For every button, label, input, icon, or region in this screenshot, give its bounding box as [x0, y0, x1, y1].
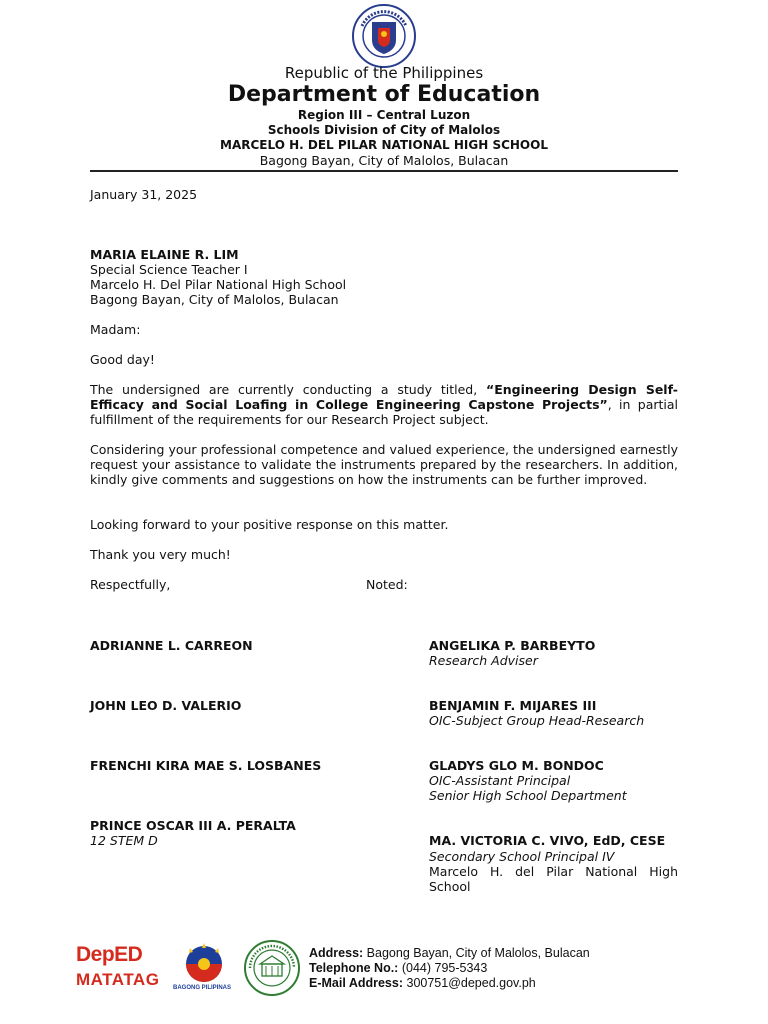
paragraph-2: Considering your professional competence and valued experience, the undersigned earnestly request your assistance to validate the instruments prepared by the researchers. In addition, kindly give comments and suggestions on how the instruments can be further improved. — [90, 442, 678, 487]
footer-email-value: 300751@deped.gov.ph — [406, 976, 536, 990]
signatory-asst-principal: GLADYS GLO M. BONDOC — [429, 758, 604, 773]
bagong-pilipinas-logo — [174, 942, 234, 1000]
letter-date: January 31, 2025 — [90, 187, 198, 202]
noted-label: Noted: — [366, 577, 408, 592]
group-head-role: OIC-Subject Group Head-Research — [429, 713, 645, 728]
deped-seal — [352, 4, 416, 68]
footer-address-label: Address: — [309, 946, 364, 960]
signatory-researcher-1: ADRIANNE L. CARREON — [90, 638, 253, 653]
recipient-name: MARIA ELAINE R. LIM — [90, 247, 239, 262]
thanks-line: Thank you very much! — [90, 547, 231, 562]
principal-role: Secondary School Principal IV — [429, 849, 615, 864]
recipient-title: Special Science Teacher I — [90, 262, 248, 277]
division-line: Schools Division of City of Malolos — [267, 123, 501, 137]
principal-school: Marcelo H. del Pilar National High School — [429, 864, 678, 894]
footer-email-label: E-Mail Address: — [309, 976, 404, 990]
footer-address-value: Bagong Bayan, City of Malolos, Bulacan — [366, 946, 590, 960]
recipient-school: Marcelo H. Del Pilar National High School — [90, 277, 347, 292]
paragraph-1-intro: The undersigned are currently conducting a study titled, — [90, 382, 486, 397]
signatory-group-head: BENJAMIN F. MIJARES III — [429, 698, 597, 713]
salutation: Madam: — [90, 322, 141, 337]
paragraph-3: Looking forward to your positive response on this matter. — [90, 517, 449, 532]
respectfully-label: Respectfully, — [90, 577, 171, 592]
researcher-section: 12 STEM D — [90, 833, 158, 848]
footer-phone-label: Telephone No.: — [309, 961, 399, 975]
school-address: Bagong Bayan, City of Malolos, Bulacan — [259, 153, 509, 168]
paragraph-1 — [90, 382, 678, 427]
footer-phone-value: (044) 795-5343 — [401, 961, 488, 975]
signatory-researcher-2: JOHN LEO D. VALERIO — [90, 698, 242, 713]
region-line: Region III – Central Luzon — [297, 108, 471, 122]
department-title: Department of Education — [227, 82, 541, 107]
school-line: MARCELO H. DEL PILAR NATIONAL HIGH SCHOOL — [220, 138, 548, 152]
paragraph-1-end: , in partial fulfillment of the requirements for our Research Project subject. — [90, 397, 678, 427]
deped-matatag-logo — [76, 944, 162, 1000]
header-divider — [90, 170, 678, 172]
footer-address — [309, 946, 590, 961]
footer-phone — [309, 961, 487, 976]
asst-principal-dept: Senior High School Department — [429, 788, 627, 803]
signatory-principal: MA. VICTORIA C. VIVO, EdD, CESE — [429, 833, 666, 848]
recipient-address: Bagong Bayan, City of Malolos, Bulacan — [90, 292, 339, 307]
asst-principal-role: OIC-Assistant Principal — [429, 773, 571, 788]
signatory-researcher-4: PRINCE OSCAR III A. PERALTA — [90, 818, 296, 833]
footer-email — [309, 976, 536, 991]
republic-line: Republic of the Philippines — [284, 64, 484, 82]
signatory-adviser: ANGELIKA P. BARBEYTO — [429, 638, 596, 653]
signatory-researcher-3: FRENCHI KIRA MAE S. LOSBANES — [90, 758, 322, 773]
matatag-wordmark: MATATAG — [76, 970, 160, 989]
deped-wordmark: DepED — [76, 943, 143, 966]
greeting: Good day! — [90, 352, 155, 367]
bagong-pilipinas-label: BAGONG PILIPINAS — [172, 985, 231, 991]
school-seal — [244, 940, 300, 996]
study-title: “Engineering Design Self-Efficacy and Social Loafing in College Engineering Capstone Projects” — [90, 382, 678, 412]
adviser-role: Research Adviser — [429, 653, 538, 668]
